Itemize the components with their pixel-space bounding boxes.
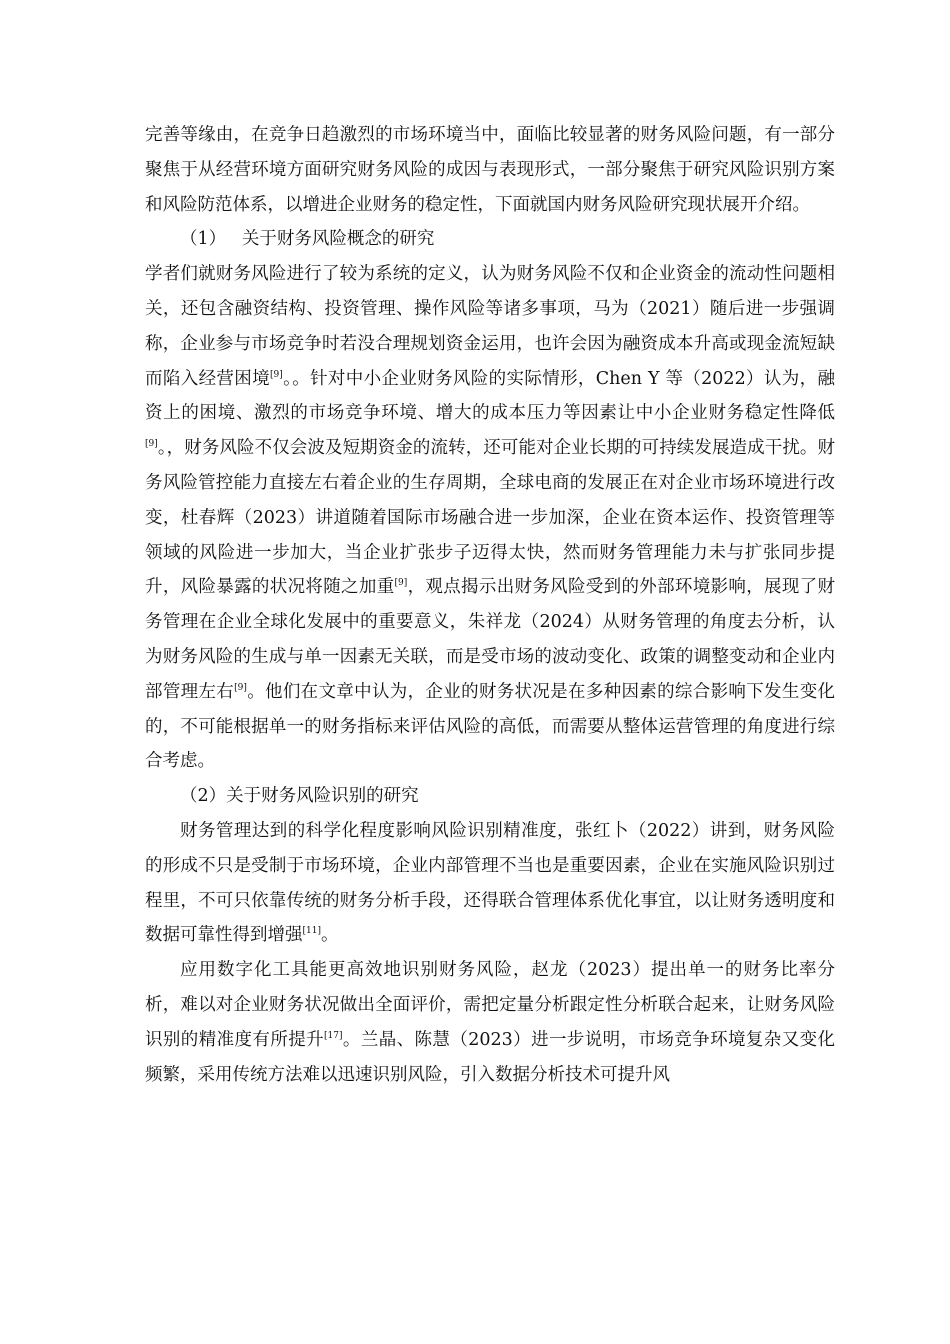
citation-marker: [9] [270, 369, 283, 380]
section-heading-1 [145, 222, 835, 257]
citation-marker: [9] [394, 578, 408, 589]
section-heading-1-number: （1） [180, 229, 227, 250]
citation-marker: [9] [145, 439, 158, 450]
citation-marker: [9] [234, 682, 247, 693]
paragraph-text: 。兰晶、陈慧（2023）进一步说明，市场竞争环境复杂又变化频繁，采用传统方法难以迅速识别风险，引入数据分析技术可提升风 [145, 1029, 835, 1085]
paragraph-text: 财务管理达到的科学化程度影响风险识别精准度，张红卜（2022）讲到，财务风险的形成不只是受制于市场环境，企业内部管理不当也是重要因素，企业在实施风险识别过程里，不可只依靠传统的财务分析手段，还得联合管理体系优化事宜，以让财务透明度和数据可靠性得到增强 [145, 820, 835, 946]
paragraph-intro-continued: 完善等缘由，在竞争日趋激烈的市场环境当中，面临比较显著的财务风险问题，有一部分聚焦于从经营环境方面研究财务风险的成因与表现形式，一部分聚焦于研究风险识别方案和风险防范体系，以增进企业财务的稳定性，下面就国内财务风险研究现状展开介绍。 [145, 125, 835, 215]
paragraph-financial-risk-concept [145, 257, 835, 779]
paragraph-text: 应用数字化工具能更高效地识别财务风险，赵龙（2023）提出单一的财务比率分析，难以对企业财务状况做出全面评价，需把定量分析跟定性分析联合起来，让财务风险识别的精准度有所提升 [145, 960, 835, 1050]
paragraph-text: 。 [320, 925, 339, 946]
paragraph-risk-identification [145, 814, 835, 953]
section-heading-1-title: 关于财务风险概念的研究 [241, 229, 435, 250]
paragraph-text: 。，财务风险不仅会波及短期资金的流转，还可能对企业长期的可持续发展造成干扰。财务风险管控能力直接左右着企业的生存周期，全球电商的发展正在对企业市场环境进行改变，杜春辉（2023）讲道随着国际市场融合进一步加深，企业在资本运作、投资管理等领域的风险进一步加大，当企业扩张步子迈得太快，然而财务管理能力未与扩张同步提升，风险暴露的状况将随之加重 [145, 438, 835, 598]
citation-marker: [11] [302, 926, 321, 937]
paragraph-text: 。他们在文章中认为，企业的财务状况是在多种因素的综合影响下发生变化的，不可能根据单一的财务指标来评估风险的高低，而需要从整体运营管理的角度进行综合考虑。 [145, 681, 836, 772]
document-page [145, 118, 835, 1092]
paragraph-text: 。。针对中小企业财务风险的实际情形，Chen Y 等（2022）认为，融资上的困境、激烈的市场竞争环境、增大的成本压力等因素让中小企业财务稳定性降低 [145, 368, 835, 424]
paragraph-text: ，观点揭示出财务风险受到的外部环境影响，展现了财务管理在企业全球化发展中的重要意义，朱祥龙（2024）从财务管理的角度去分析，认为财务风险的生成与单一因素无关联，而是受市场的波动变化、政策的调整变动和企业内部管理左右 [145, 577, 836, 702]
paragraph-text: 学者们就财务风险进行了较为系统的定义，认为财务风险不仅和企业资金的流动性问题相关，还包含融资结构、投资管理、操作风险等诸多事项，马为（2021）随后进一步强调称，企业参与市场竞争时若没合理规划资金运用，也许会因为融资成本升高或现金流短缺而陷入经营困境 [145, 264, 835, 389]
paragraph-digital-tools [145, 953, 835, 1092]
citation-marker: [17] [324, 1030, 343, 1041]
section-heading-2: （2）关于财务风险识别的研究 [180, 786, 419, 807]
